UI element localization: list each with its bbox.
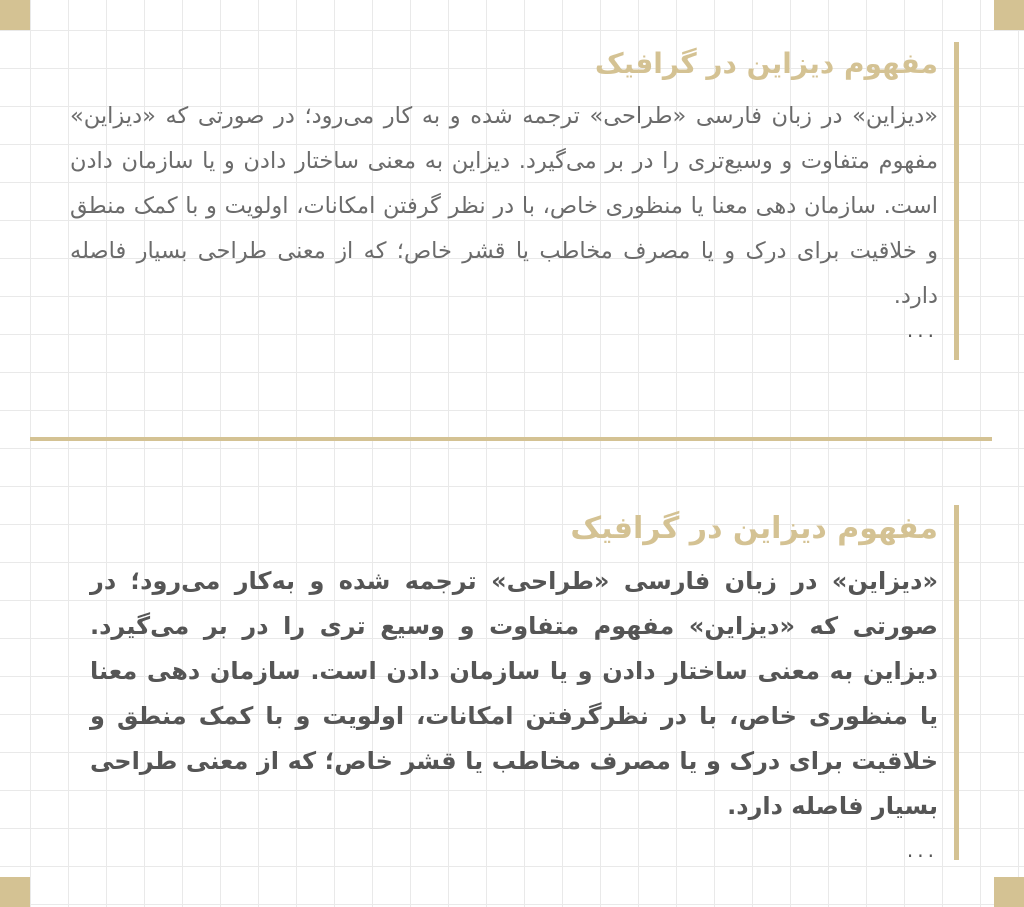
bottom-text-card — [40, 505, 959, 860]
corner-decoration-top-left — [0, 0, 30, 30]
top-card-ellipsis: ... — [906, 318, 938, 342]
bottom-card-body: «دیزاین» در زبان فارسی «طراحی» ترجمه شده و به‌کار می‌رود؛ در صورتی که «دیزاین» مفهوم متفاوت و وسیع تری را در بر می‌گیرد. دیزاین به معنی ساختار دادن و یا سازمان دادن است. سازمان دهی معنا یا منظوری خاص، با در نظرگرفتن امکانات، اولویت و با کمک منطق و خلاقیت برای درک و یا مصرف مخاطب یا قشر خاص؛ که از معنی طراحی بسیار فاصله دارد. — [90, 567, 938, 820]
corner-decoration-bottom-right — [994, 877, 1024, 907]
section-divider — [30, 437, 992, 441]
top-card-body: «دیزاین» در زبان فارسی «طراحی» ترجمه شده و به کار می‌رود؛ در صورتی که «دیزاین» مفهوم متفاوت و وسیع‌تری را در بر می‌گیرد. دیزاین به معنی ساختار دادن و یا سازمان دادن است. سازمان دهی معنا یا منظوری خاص، با در نظر گرفتن امکانات، اولویت و با کمک منطق و خلاقیت برای درک و یا مصرف مخاطب یا قشر خاص؛ که از معنی طراحی بسیار فاصله دارد. — [70, 103, 938, 309]
bottom-card-ellipsis: ... — [906, 838, 938, 862]
top-text-card — [40, 42, 959, 360]
corner-decoration-bottom-left — [0, 877, 30, 907]
bottom-card-title: مفهوم دیزاین در گرافیک — [570, 511, 938, 546]
top-card-title: مفهوم دیزاین در گرافیک — [594, 47, 938, 80]
corner-decoration-top-right — [994, 0, 1024, 30]
